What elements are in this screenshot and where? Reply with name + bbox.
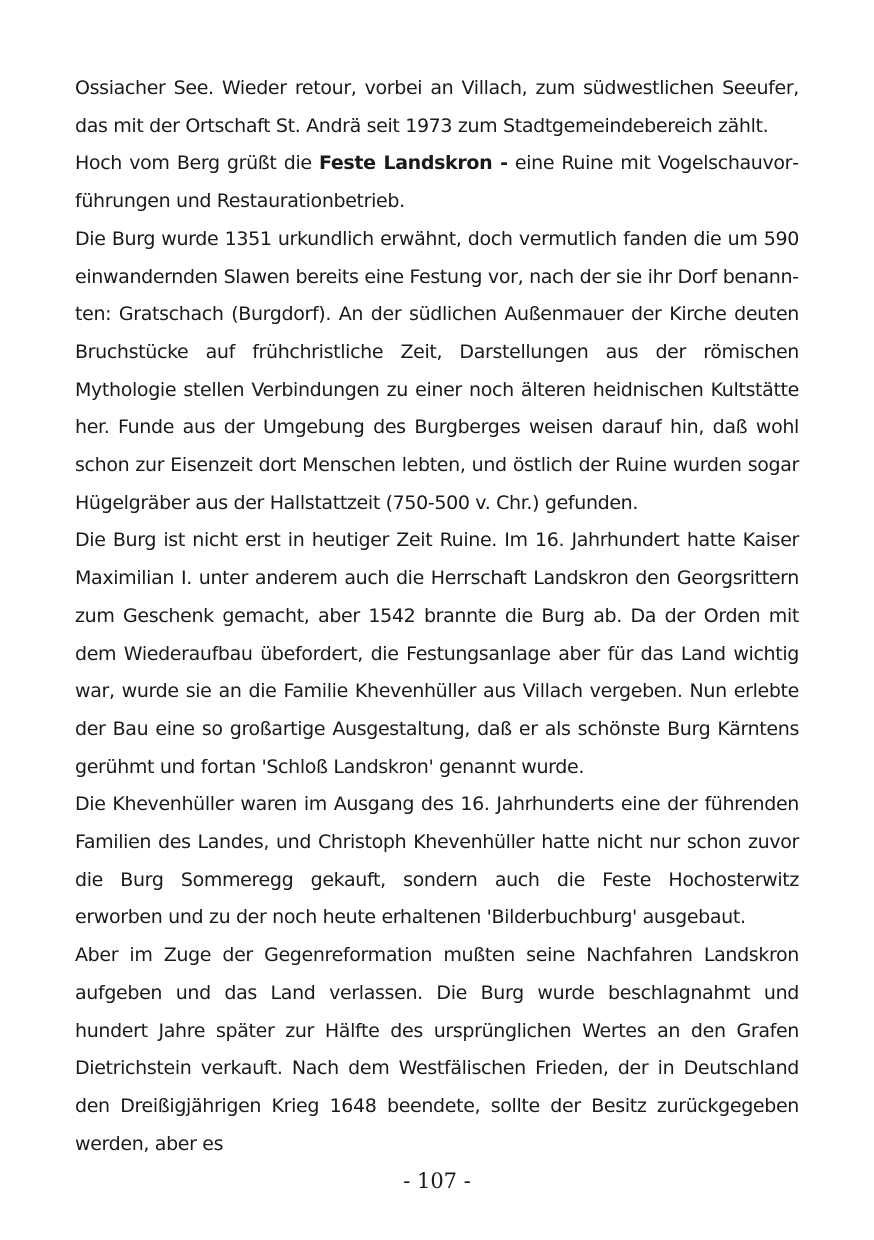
paragraph-text: Die Burg ist nicht erst in heutiger Zeit Ruine. Im 16. Jahrhundert hatte Kaiser Maximilian I. unter anderem auch die Herrschaft Landskron den Georgsrittern zum Geschenk gemacht, aber 1542 brannte die Burg ab. Da der Orden mit dem Wiederaufbau übefordert, die Festungsanlage aber für das Land wichtig war, wurde sie an die Familie Khevenhüller aus Villach vergeben. Nun erlebte der Bau eine so großartige Ausgestaltung, daß er als schönste Burg Kärntens gerühmt und fortan 'Schloß Landskron' genannt wurde. <box>75 529 799 778</box>
paragraph-text-lead: Hoch vom Berg grüßt die <box>75 152 319 175</box>
page-number: - 107 - <box>403 1169 471 1193</box>
paragraph-text: Die Burg wurde 1351 urkundlich erwähnt, doch vermutlich fanden die um 590 einwandernden Slawen bereits eine Festung vor, nach der sie ihr Dorf benannten: Gratschach (Burgdorf). An der südlichen Außenmauer der Kirche deuten Bruchstücke auf frühchristliche Zeit, Darstellungen aus der römischen Mythologie stellen Verbindungen zu einer noch älteren heidnischen Kultstätte her. Funde aus der Umgebung des Burgberges weisen darauf hin, daß wohl schon zur Eisenzeit dort Menschen lebten, und östlich der Ruine wurden sogar Hügelgräber aus der Hallstattzeit (750-500 v. Chr.) gefunden. <box>75 227 799 514</box>
paragraph-text: Aber im Zuge der Gegenreformation mußten seine Nachfahren Landskron aufgeben und das Land verlassen. Die Burg wurde beschlagnahmt und hundert Jahre später zur Hälfte des ursprünglichen Wertes an den Grafen Dietrichstein verkauft. Nach dem Westfälischen Frieden, der in Deutschland den Dreißigjährigen Krieg 1648 beendete, sollte der Besitz zurückgegeben werden, aber es <box>75 944 799 1155</box>
paragraph-burg-ruine <box>75 522 799 786</box>
paragraph-text: Die Khevenhüller waren im Ausgang des 16. Jahrhunderts eine der führenden Familien des Landes, und Christoph Khevenhüller hatte nicht nur schon zuvor die Burg Sommeregg gekauft, sondern auch die Feste Hochosterwitz erworben und zu der noch heute erhaltenen 'Bilderbuchburg' ausgebaut. <box>75 793 799 929</box>
paragraph-text: Ossiacher See. Wieder retour, vorbei an Villach, zum südwestlichen Seeufer, das mit der Ortschaft St. Andrä seit 1973 zum Stadtgemeindebereich zählt. <box>75 77 799 137</box>
paragraph-burg-history <box>75 221 799 523</box>
paragraph-feste-landskron <box>75 145 799 220</box>
page-body <box>75 70 799 1163</box>
paragraph-gegenreformation <box>75 937 799 1163</box>
paragraph-ossiacher-see <box>75 70 799 145</box>
paragraph-khevenhueller <box>75 786 799 937</box>
paragraph-text-tail: eine Ruine mit Vogelschauvorführungen und Restaurationbetrieb. <box>75 152 799 213</box>
bold-heading-feste-landskron: Feste Landskron - <box>319 152 508 175</box>
